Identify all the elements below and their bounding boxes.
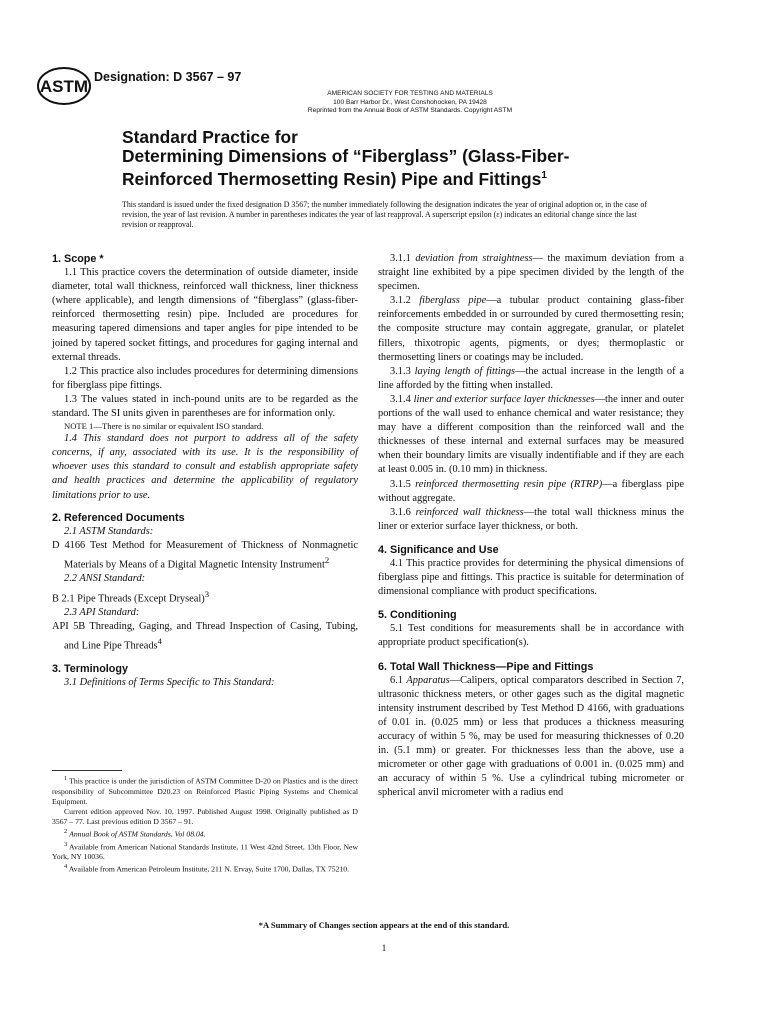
conditioning-5-1: 5.1 Test conditions for measurements shall be in accordance with appropriate product specification(s).	[378, 623, 684, 649]
footnote-1: $^1$ This practice is under the jurisdiction of ASTM Committee D-20 on Plastics and is the direct responsibility of Subcommittee D20.23 on Reinforced Plastic Piping Systems and Chemical Equipment.	[52, 775, 358, 806]
ansi-standard-label: 2.2 ANSI Standard:	[64, 573, 146, 585]
designation: Designation: D 3567 – 97	[94, 70, 242, 84]
referenced-documents-heading: 2. Referenced Documents	[52, 511, 185, 524]
scope-1-2: 1.2 This practice also includes procedures for determining dimensions for fiberglass pipe fittings.	[52, 365, 358, 391]
ref-d4166: D 4166 Test Method for Measurement of Thickness of Nonmagnetic Materials by Means of a Digital Magnetic Intensity Instrument$^2$	[52, 539, 358, 571]
astm-logo	[36, 66, 92, 106]
terminology-heading: 3. Terminology	[52, 662, 128, 675]
scope-1-1: 1.1 This practice covers the determination of outside diameter, inside diameter, total wall thickness, reinforced wall thickness, liner thickness (where applicable), and length dimensions of “fiberglass” (glass-fiber-reinforced thermosetting resin) pipe. Included are procedures for measuring tapered dimensions and taper angles for pipe intended to be joined by tapered socket fittings, and procedures for gaging internal and external threads.	[52, 267, 358, 363]
definition-3-1-2: 3.1.2 fiberglass pipe—a tubular product containing glass-fiber reinforcements embedded in or surrounded by cured thermosetting resin; the composite structure may contain aggregate, granular, or platelet fillers, thixotropic agents, pigments, or dyes; thermoplastic or thermosetting liners or coatings may be included.	[378, 295, 684, 363]
terminology-3-1: 3.1 Definitions of Terms Specific to This Standard:	[64, 676, 275, 688]
ref-b2-1: B 2.1 Pipe Threads (Except Dryseal)$^3$	[52, 588, 210, 604]
document-title	[122, 128, 682, 189]
scope-1-3: 1.3 The values stated in inch-pound units are to be regarded as the standard. The SI units given in parentheses are for information only.	[52, 393, 358, 420]
astm-standards-label: 2.1 ASTM Standards:	[64, 525, 154, 537]
footnotes	[52, 774, 358, 875]
note-1: NOTE 1—There is no similar or equivalent ISO standard.	[64, 421, 264, 432]
footnote-3: $^3$ Available from American National Standards Institute, 11 West 42nd Street, 13th Floor, New York, NY 10036.	[52, 840, 358, 862]
definition-3-1-1: 3.1.1 deviation from straightness— the maximum deviation from a straight line exhibited by a pipe specimen divided by the length of the specimen.	[378, 253, 684, 293]
svg-text:ASTM: ASTM	[39, 77, 89, 96]
definition-3-1-5: 3.1.5 reinforced thermosetting resin pipe (RTRP)—a fiberglass pipe without aggregate.	[378, 478, 684, 504]
right-column	[378, 252, 684, 800]
ref-api-5b: API 5B Threading, Gaging, and Thread Inspection of Casing, Tubing, and Line Pipe Threads$^4$	[52, 621, 358, 652]
definition-3-1-6: 3.1.6 reinforced wall thickness—the total wall thickness minus the liner or exterior surface layer thickness, or both.	[378, 506, 684, 532]
society-name: AMERICAN SOCIETY FOR TESTING AND MATERIALS	[327, 90, 493, 97]
scope-1-4: 1.4 This standard does not purport to address all of the safety concerns, if any, associated with its use. It is the responsibility of whoever uses this standard to consult and establish appropriate safety and health practices and determine the applicability of regulatory limitations prior to use.	[52, 433, 358, 501]
society-info	[255, 90, 565, 116]
significance-heading: 4. Significance and Use	[378, 543, 499, 556]
page-number: 1	[381, 944, 387, 954]
footnote-4: $^4$ Available from American Petroleum Institute, 211 N. Ervay, Suite 1700, Dallas, TX 75210.	[64, 863, 350, 874]
title-line-1: Standard Practice for	[122, 127, 298, 147]
title-line-3: Reinforced Thermosetting Resin) Pipe and Fittings$^1$	[122, 168, 547, 189]
definition-3-1-4: 3.1.4 liner and exterior surface layer thicknesses—the inner and outer portions of the wall used to enhance chemical and water resistance; they may have a different composition than the reinforced wall and the thicknesses of these internal and external surfaces may be measured when their boundary limits are visually indentifiable and if they are each at least 0.005 in. (0.10 mm) in thickness.	[378, 393, 684, 476]
definition-3-1-3: 3.1.3 laying length of fittings—the actual increase in the length of a line afforded by the fitting when installed.	[378, 365, 684, 391]
footnote-rule	[52, 770, 122, 771]
scope-heading: 1. Scope *	[52, 253, 104, 265]
left-column	[52, 252, 358, 690]
apparatus-6-1: 6.1 Apparatus—Calipers, optical comparators described in Section 7, ultrasonic thickness meters, or other gages such as the digital magnetic intensity instrument described by Test Method D 4166, with graduations of 0.01 in. (0.025 mm) or less that produces a thickness measuring accuracy of within 5 %, may be used for measuring thicknesses of 0.20 in. (5.1 mm) or greater. For thicknesses less than the above, use a micrometer or other gage with graduations of 0.001 in. (0.025 mm) and an accuracy of within 5 %. Use a cylindrical tubing micrometer or spherical anvil micrometer with a radius end	[378, 674, 684, 799]
title-line-2: Determining Dimensions of “Fiberglass” (Glass-Fiber-	[122, 146, 570, 166]
summary-of-changes-note: *A Summary of Changes section appears at the end of this standard.	[258, 920, 510, 930]
conditioning-heading: 5. Conditioning	[378, 609, 457, 622]
footnote-1-edition: Current edition approved Nov. 10, 1997. Published August 1998. Originally published as D 3567 – 77. Last previous edition D 3567 – 91.	[52, 806, 358, 826]
api-standard-label: 2.3 API Standard:	[64, 607, 140, 619]
issue-note: This standard is issued under the fixed designation D 3567; the number immediately following the designation indicates the year of original adoption or, in the case of revision, the year of last revision. A number in parentheses indicates the year of last reapproval. A superscript epsilon (ε) indicates an editorial change since the last revision or reapproval.	[122, 200, 647, 229]
footnote-2: $^2$ Annual Book of ASTM Standards, Vol 08.04.	[64, 828, 206, 839]
wall-thickness-heading: 6. Total Wall Thickness—Pipe and Fittings	[378, 660, 594, 673]
significance-4-1: 4.1 This practice provides for determining the physical dimensions of fiberglass pipe and fittings. This practice is suitable for determination of dimensional compliance with product specifications.	[378, 557, 684, 598]
society-reprint-note: Reprinted from the Annual Book of ASTM Standards. Copyright ASTM	[307, 107, 513, 115]
title-footnote-mark: 1	[541, 170, 547, 181]
society-address: 100 Barr Harbor Dr., West Conshohocken, PA 19428	[333, 98, 487, 106]
